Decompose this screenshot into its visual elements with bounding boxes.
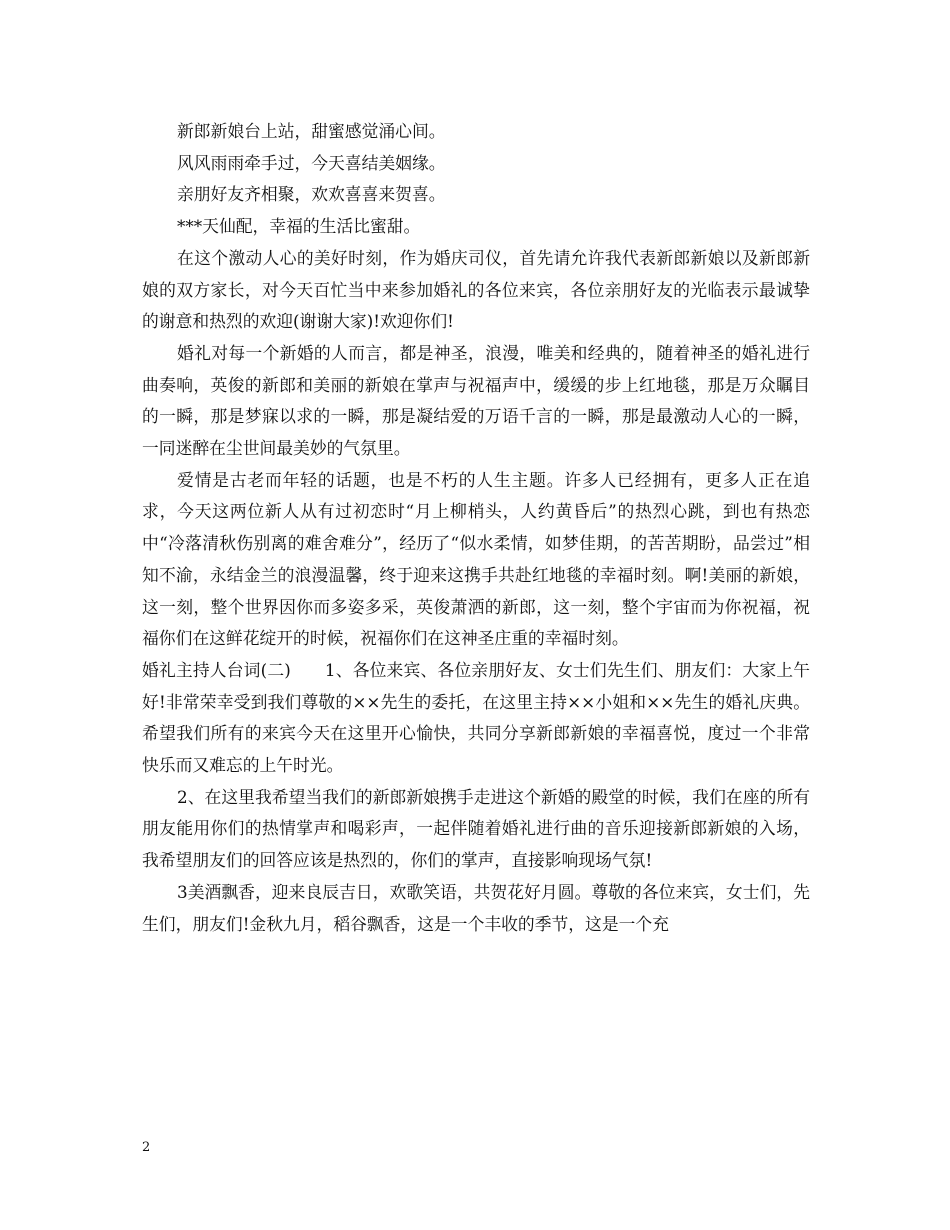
paragraph-harvest: 3美酒飘香，迎来良辰吉日，欢歌笑语，共贺花好月圆。尊敬的各位来宾，女士们，先生们，朋友们!金秋九月，稻谷飘香，这是一个丰收的季节，这是一个充 [142,881,810,934]
paragraph-welcome: 在这个激动人心的美好时刻，作为婚庆司仪，首先请允许我代表新郎新娘以及新郎新娘的双方家长，对今天百忙当中来参加婚礼的各位来宾，各位亲朋好友的光临表示最诚挚的谢意和热烈的欢迎(谢谢大家)!欢迎你们! [142,247,810,332]
paragraph-wedding: 婚礼对每一个新婚的人而言，都是神圣，浪漫，唯美和经典的，随着神圣的婚礼进行曲奏响，英俊的新郎和美丽的新娘在掌声与祝福声中，缓缓的步上红地毯，那是万众瞩目的一瞬，那是梦寐以求的一瞬，那是凝结爱的万语千言的一瞬，那是最激动人心的一瞬，一同迷醉在尘世间最美妙的气氛里。 [142,342,810,459]
paragraph-host-script-2: 婚礼主持人台词(二) 1、各位来宾、各位亲朋好友、女士们先生们、朋友们：大家上午好!非常荣幸受到我们尊敬的××先生的委托，在这里主持××小姐和××先生的婚礼庆典。希望我们所有的来宾今天在这里开心愉快，共同分享新郎新娘的幸福喜悦，度过一个非常快乐而又难忘的上午时光。 [142,659,810,776]
paragraph-applause: 2、在这里我希望当我们的新郎新娘携手走进这个新婚的殿堂的时候，我们在座的所有朋友能用你们的热情掌声和喝彩声，一起伴随着婚礼进行曲的音乐迎接新郎新娘的入场，我希望朋友们的回答应该是热烈的，你们的掌声，直接影响现场气氛! [142,786,810,871]
verse-line: 新郎新娘台上站，甜蜜感觉涌心间。 [177,121,446,141]
verse-line: ***天仙配，幸福的生活比蜜甜。 [177,216,421,237]
page-number: 2 [142,1140,151,1155]
document-body [142,116,810,940]
verse-line: 风风雨雨牵手过，今天喜结美姻缘。 [177,152,446,173]
verse-line: 亲朋好友齐相聚，欢欢喜喜来贺喜。 [177,184,446,205]
paragraph-love: 爱情是古老而年轻的话题，也是不朽的人生主题。许多人已经拥有，更多人正在追求，今天这两位新人从有过初恋时“月上柳梢头，人约黄昏后”的热烈心跳，到也有热恋中“冷落清秋伤别离的难舍难分”，经历了“似水柔情，如梦佳期，的苦苦期盼，品尝过”相知不渝，永结金兰的浪漫温馨，终于迎来这携手共赴红地毯的幸福时刻。啊!美丽的新娘，这一刻，整个世界因你而多姿多采，英俊萧洒的新郎，这一刻，整个宇宙而为你祝福，祝福你们在这鲜花绽开的时候，祝福你们在这神圣庄重的幸福时刻。 [142,469,810,649]
